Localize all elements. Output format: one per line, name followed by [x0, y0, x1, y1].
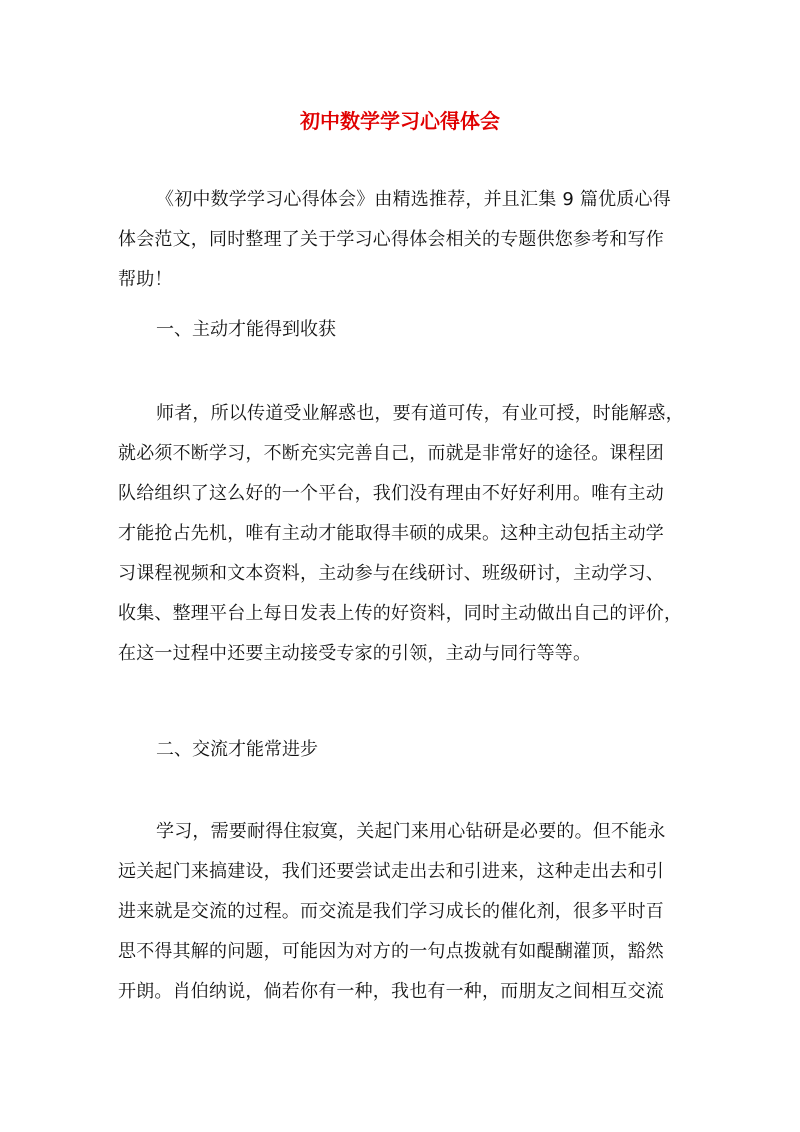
- section2-line: 进来就是交流的过程。而交流是我们学习成长的催化剂，很多平时百: [118, 901, 664, 922]
- section1-line: 在这一过程中还要主动接受专家的引领，主动与同行等等。: [118, 643, 592, 664]
- section1-line: 收集、整理平台上每日发表上传的好资料，同时主动做出自己的评价，: [118, 603, 683, 624]
- section1-line: 队给组织了这么好的一个平台，我们没有理由不好好利用。唯有主动: [118, 483, 664, 504]
- section2-line: 远关起门来搞建设，我们还要尝试走出去和引进来，这种走出去和引: [118, 861, 664, 882]
- section2-line: 学习，需要耐得住寂寞，关起门来用心钻研是必要的。但不能永: [156, 821, 666, 842]
- section1-line: 师者，所以传道受业解惑也，要有道可传，有业可授，时能解惑，: [156, 403, 684, 424]
- section2-line: 开朗。肖伯纳说，倘若你有一种，我也有一种，而朋友之间相互交流: [118, 981, 664, 1002]
- section1-line: 就必须不断学习，不断充实完善自己，而就是非常好的途径。课程团: [118, 443, 664, 464]
- section-heading-2: 二、交流才能常进步: [156, 739, 318, 760]
- section1-paragraph: [118, 394, 686, 674]
- intro-line: 帮助！: [118, 269, 173, 290]
- section1-line: 才能抢占先机，唯有主动才能取得丰硕的成果。这种主动包括主动学: [118, 523, 664, 544]
- document-title: 初中数学学习心得体会: [300, 109, 500, 133]
- intro-paragraph: [118, 180, 686, 300]
- intro-line: 体会范文，同时整理了关于学习心得体会相关的专题供您参考和写作: [118, 229, 664, 250]
- intro-line: 《初中数学学习心得体会》由精选推荐，并且汇集 9 篇优质心得: [156, 189, 671, 210]
- section2-paragraph: [118, 812, 686, 1012]
- section-heading-1: 一、主动才能得到收获: [156, 319, 336, 340]
- section2-line: 思不得其解的问题，可能因为对方的一句点拨就有如醍醐灌顶，豁然: [118, 941, 664, 962]
- section1-line: 习课程视频和文本资料，主动参与在线研讨、班级研讨，主动学习、: [118, 563, 664, 584]
